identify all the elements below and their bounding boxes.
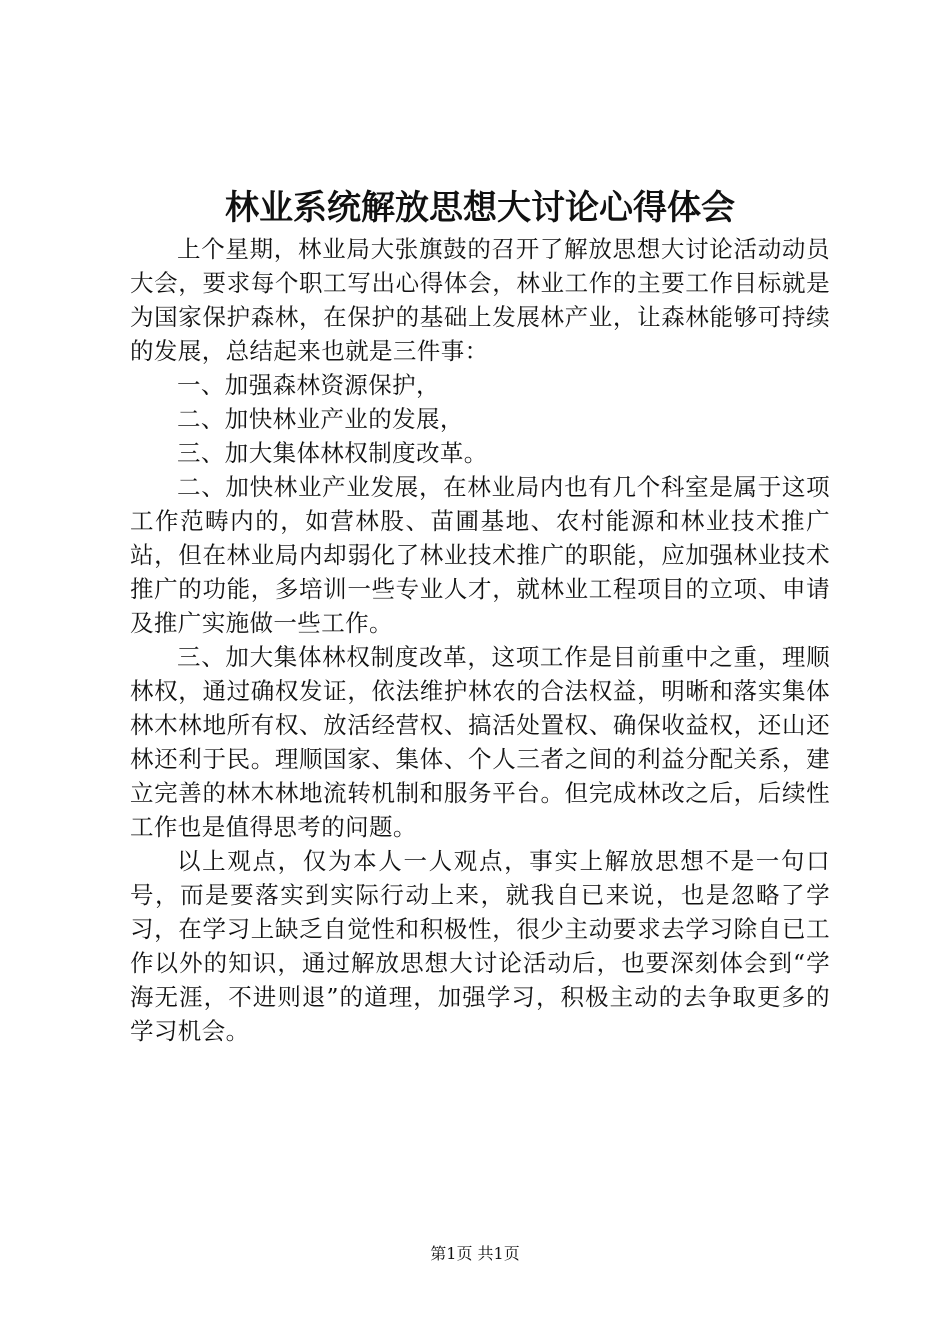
intro-paragraph: 上个星期，林业局大张旗鼓的召开了解放思想大讨论活动动员大会，要求每个职工写出心得体会，林业工作的主要工作目标就是为国家保护森林，在保护的基础上发展林产业，让森林能够可持续的发展，总结起来也就是三件事： <box>130 235 830 365</box>
list-item-2: 二、加快林业产业的发展， <box>177 405 464 433</box>
industry-paragraph: 二、加快林业产业发展，在林业局内也有几个科室是属于这项工作范畴内的，如营林股、苗圃基地、农村能源和林业技术推广站，但在林业局内却弱化了林业技术推广的职能，应加强林业技术推广的功能，多培训一些专业人才，就林业工程项目的立项、申请及推广实施做一些工作。 <box>130 473 830 637</box>
page-footer: 第1页 共1页 <box>430 1244 520 1263</box>
document-title: 林业系统解放思想大讨论心得体会 <box>225 188 735 228</box>
reform-paragraph: 三、加大集体林权制度改革，这项工作是目前重中之重，理顺林权，通过确权发证，依法维护林农的合法权益，明晰和落实集体林木林地所有权、放活经营权、搞活处置权、确保收益权，还山还林还利于民。理顺国家、集体、个人三者之间的利益分配关系，建立完善的林木林地流转机制和服务平台。但完成林改之后，后续性工作也是值得思考的问题。 <box>130 643 830 841</box>
list-item-3: 三、加大集体林权制度改革。 <box>177 439 488 467</box>
list-item-1: 一、加强森林资源保护， <box>177 371 440 399</box>
document-body <box>130 232 830 1048</box>
document-page <box>130 186 830 1048</box>
conclusion-paragraph: 以上观点，仅为本人一人观点，事实上解放思想不是一句口号，而是要落实到实际行动上来，就我自已来说，也是忽略了学习，在学习上缺乏自觉性和积极性，很少主动要求去学习除自已工作以外的知识，通过解放思想大讨论活动后，也要深刻体会到“学海无涯，不进则退”的道理，加强学习，积极主动的去争取更多的学习机会。 <box>130 847 830 1045</box>
